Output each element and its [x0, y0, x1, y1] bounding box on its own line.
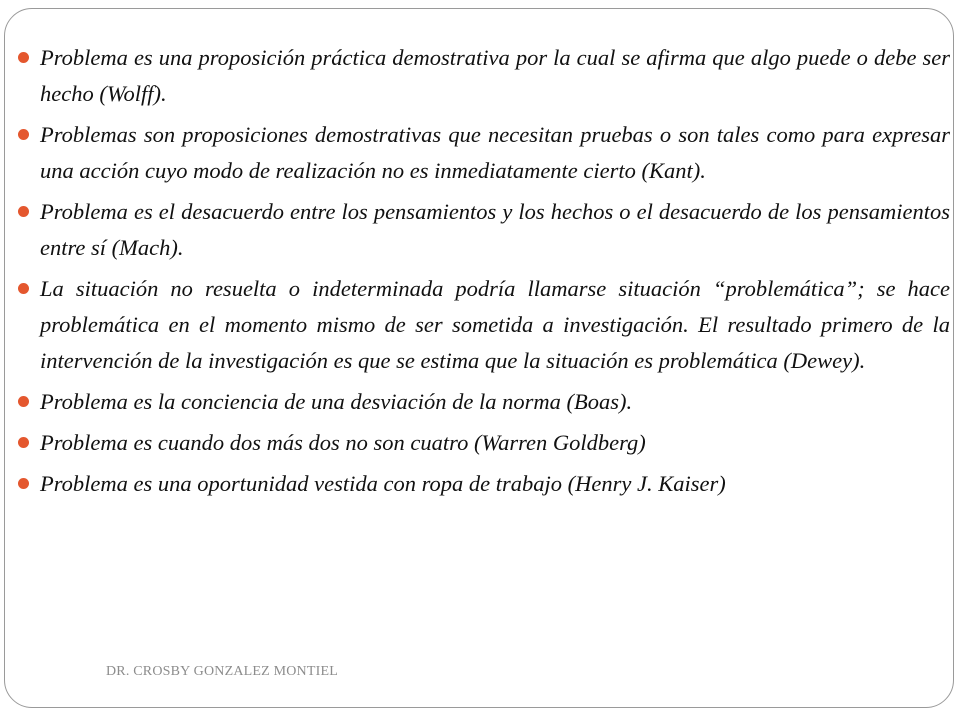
definitions-list	[12, 40, 950, 507]
list-item	[12, 194, 950, 266]
list-item	[12, 117, 950, 189]
bullet-dot-icon	[18, 396, 29, 407]
definition-text: Problema es la conciencia de una desviación de la norma (Boas).	[40, 389, 633, 414]
definition-text: La situación no resuelta o indeterminada podría llamarse situación “problemática”; se hace problemática en el momento mismo de ser sometida a investigación. El resultado primero de la intervención de la investigación es que se estima que la situación es problemática (Dewey).	[40, 276, 950, 373]
definition-text: Problema es una proposición práctica demostrativa por la cual se afirma que algo puede o debe ser hecho (Wolff).	[40, 45, 950, 106]
bullet-dot-icon	[18, 478, 29, 489]
list-item	[12, 271, 950, 379]
list-item	[12, 466, 950, 502]
footer-author: DR. CROSBY GONZALEZ MONTIEL	[106, 664, 338, 679]
list-item	[12, 40, 950, 112]
definition-text: Problemas son proposiciones demostrativas que necesitan pruebas o son tales como para expresar una acción cuyo modo de realización no es inmediatamente cierto (Kant).	[40, 122, 950, 183]
definition-text: Problema es el desacuerdo entre los pensamientos y los hechos o el desacuerdo de los pensamientos entre sí (Mach).	[40, 199, 950, 260]
bullet-dot-icon	[18, 437, 29, 448]
list-item	[12, 384, 950, 420]
bullet-dot-icon	[18, 129, 29, 140]
definition-text: Problema es cuando dos más dos no son cuatro (Warren Goldberg)	[40, 430, 646, 455]
bullet-dot-icon	[18, 206, 29, 217]
definition-text: Problema es una oportunidad vestida con ropa de trabajo (Henry J. Kaiser)	[40, 471, 726, 496]
list-item	[12, 425, 950, 461]
bullet-dot-icon	[18, 52, 29, 63]
bullet-dot-icon	[18, 283, 29, 294]
